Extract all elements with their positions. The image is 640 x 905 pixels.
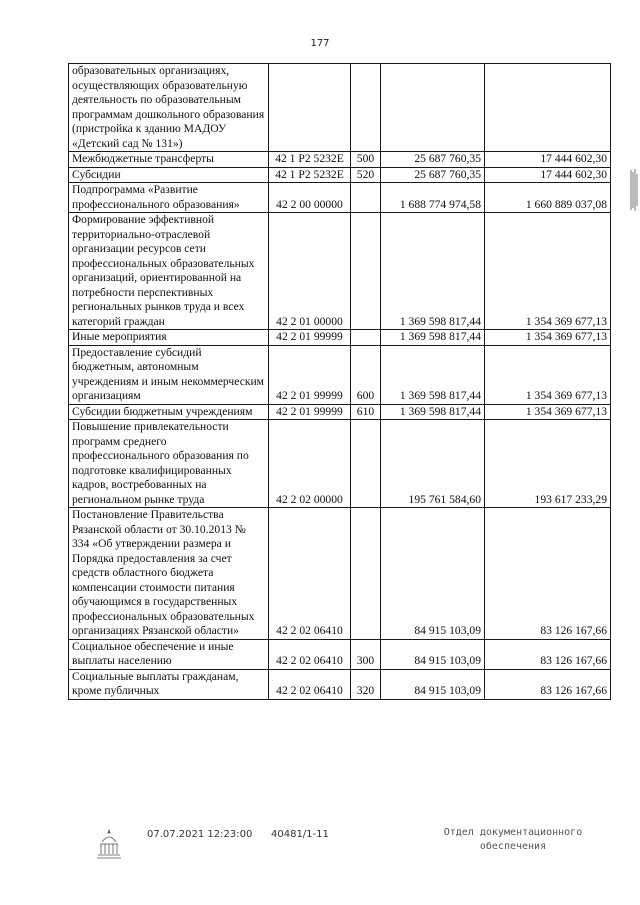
emblem-logo: [94, 828, 124, 864]
row-name-cell: Подпрограмма «Развитие профессионального образования»: [69, 183, 269, 213]
row-code-cell: 42 2 02 06410: [269, 639, 351, 669]
table-row: [69, 508, 611, 640]
row-value-2-cell: 1 354 369 677,13: [485, 330, 611, 346]
row-code-cell: 42 2 02 00000: [269, 420, 351, 508]
footer-doc-number: 40481/1-11: [271, 829, 329, 840]
page-number: 177: [310, 38, 330, 49]
table-row: [69, 183, 611, 213]
table-row: [69, 639, 611, 669]
row-expense-type-cell: [351, 330, 381, 346]
budget-table: [68, 63, 611, 700]
row-value-1-cell: 25 687 760,35: [381, 167, 485, 183]
stamp-line-1: Отдел документационного: [443, 827, 583, 838]
row-name-cell: Формирование эффективной территориально-отраслевой организации ресурсов сети профессиональных образовательных организаций, ориентированной на потребности перспективных региональных рынков труда и всех категорий граждан: [69, 213, 269, 330]
row-expense-type-cell: 300: [351, 639, 381, 669]
row-name-cell: Повышение привлекательности программ среднего профессионального образования по подготовке квалифицированных кадров, востребованных на региональном рынке труда: [69, 420, 269, 508]
row-value-1-cell: 84 915 103,09: [381, 508, 485, 640]
table-row: [69, 167, 611, 183]
row-code-cell: 42 2 02 06410: [269, 508, 351, 640]
row-value-2-cell: 1 660 889 037,08: [485, 183, 611, 213]
row-name-cell: Предоставление субсидий бюджетным, автономным учреждениям и иным некоммерческим организациям: [69, 345, 269, 404]
table-row: [69, 420, 611, 508]
row-value-1-cell: 195 761 584,60: [381, 420, 485, 508]
row-value-2-cell: [485, 64, 611, 152]
row-expense-type-cell: 320: [351, 669, 381, 699]
row-code-cell: 42 2 01 99999: [269, 330, 351, 346]
row-code-cell: [269, 64, 351, 152]
scan-edge-mark: [630, 168, 638, 212]
row-name-cell: Субсидии: [69, 167, 269, 183]
table-row: [69, 213, 611, 330]
table-row: [69, 669, 611, 699]
row-value-2-cell: 1 354 369 677,13: [485, 213, 611, 330]
row-value-2-cell: 83 126 167,66: [485, 508, 611, 640]
row-expense-type-cell: [351, 420, 381, 508]
row-code-cell: 42 1 P2 5232E: [269, 167, 351, 183]
row-value-2-cell: 83 126 167,66: [485, 669, 611, 699]
row-value-1-cell: [381, 64, 485, 152]
row-value-1-cell: 1 688 774 974,58: [381, 183, 485, 213]
row-code-cell: 42 1 P2 5232E: [269, 152, 351, 168]
row-value-1-cell: 1 369 598 817,44: [381, 404, 485, 420]
row-value-2-cell: 1 354 369 677,13: [485, 404, 611, 420]
row-code-cell: 42 2 00 00000: [269, 183, 351, 213]
row-value-2-cell: 17 444 602,30: [485, 167, 611, 183]
row-value-1-cell: 1 369 598 817,44: [381, 345, 485, 404]
row-code-cell: 42 2 01 00000: [269, 213, 351, 330]
table-row: [69, 404, 611, 420]
row-expense-type-cell: [351, 64, 381, 152]
row-code-cell: 42 2 01 99999: [269, 404, 351, 420]
department-stamp: [438, 826, 588, 854]
row-value-2-cell: 17 444 602,30: [485, 152, 611, 168]
table-row: [69, 64, 611, 152]
row-name-cell: Межбюджетные трансферты: [69, 152, 269, 168]
row-expense-type-cell: 500: [351, 152, 381, 168]
row-value-2-cell: 193 617 233,29: [485, 420, 611, 508]
row-value-1-cell: 84 915 103,09: [381, 639, 485, 669]
row-value-2-cell: 1 354 369 677,13: [485, 345, 611, 404]
footer-datetime: 07.07.2021 12:23:00: [147, 829, 253, 840]
table-row: [69, 152, 611, 168]
row-name-cell: образовательных организациях, осуществляющих образовательную деятельность по образовательным программам дошкольного образования (пристройка к зданию МАДОУ «Детский сад № 131»): [69, 64, 269, 152]
row-expense-type-cell: 610: [351, 404, 381, 420]
row-expense-type-cell: [351, 213, 381, 330]
row-value-1-cell: 25 687 760,35: [381, 152, 485, 168]
row-code-cell: 42 2 02 06410: [269, 669, 351, 699]
row-value-1-cell: 84 915 103,09: [381, 669, 485, 699]
row-name-cell: Иные мероприятия: [69, 330, 269, 346]
row-code-cell: 42 2 01 99999: [269, 345, 351, 404]
row-name-cell: Постановление Правительства Рязанской области от 30.10.2013 № 334 «Об утверждении размера и Порядка предоставления за счет средств областного бюджета компенсации стоимости питания обучающимся в государственных профессиональных образовательных организациях Рязанской области»: [69, 508, 269, 640]
row-expense-type-cell: 600: [351, 345, 381, 404]
row-expense-type-cell: [351, 508, 381, 640]
row-name-cell: Субсидии бюджетным учреждениям: [69, 404, 269, 420]
table-row: [69, 330, 611, 346]
budget-table-body: [69, 64, 611, 700]
stamp-line-2: обеспечения: [479, 841, 547, 852]
row-value-2-cell: 83 126 167,66: [485, 639, 611, 669]
row-value-1-cell: 1 369 598 817,44: [381, 213, 485, 330]
row-value-1-cell: 1 369 598 817,44: [381, 330, 485, 346]
row-expense-type-cell: [351, 183, 381, 213]
row-expense-type-cell: 520: [351, 167, 381, 183]
row-name-cell: Социальное обеспечение и иные выплаты населению: [69, 639, 269, 669]
row-name-cell: Социальные выплаты гражданам, кроме публичных: [69, 669, 269, 699]
table-row: [69, 345, 611, 404]
